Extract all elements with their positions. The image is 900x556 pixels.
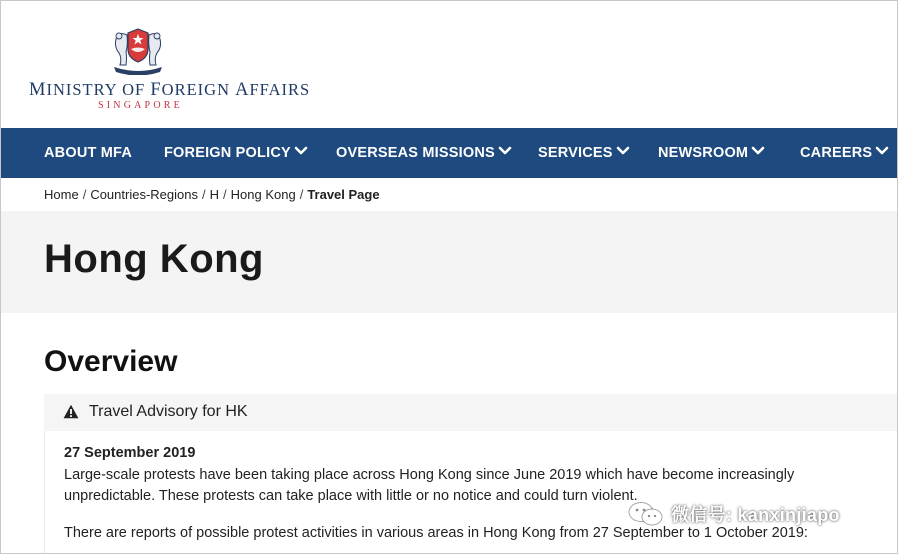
breadcrumb-hong-kong[interactable]: Hong Kong	[230, 187, 296, 202]
advisory-title: Travel Advisory for HK	[89, 403, 248, 420]
nav-services-label: SERVICES	[538, 145, 613, 161]
nav-services[interactable]	[538, 128, 630, 178]
nav-overseas-missions-label: OVERSEAS MISSIONS	[336, 145, 495, 161]
advisory-date: 27 September 2019	[64, 445, 196, 461]
breadcrumb-home[interactable]: Home	[44, 187, 79, 202]
site-header	[1, 1, 898, 128]
nav-about-mfa-label: ABOUT MFA	[44, 145, 132, 161]
nav-foreign-policy[interactable]	[164, 128, 308, 178]
nav-careers-label: CAREERS	[800, 145, 873, 161]
breadcrumb-current: Travel Page	[307, 187, 380, 202]
chevron-down-icon	[294, 146, 308, 156]
nav-foreign-policy-label: FOREIGN POLICY	[164, 145, 291, 161]
org-country: SINGAPORE	[98, 100, 183, 111]
breadcrumb-separator: /	[82, 187, 87, 202]
breadcrumb-separator: /	[201, 187, 206, 202]
nav-newsroom[interactable]	[658, 128, 765, 178]
section-title-overview: Overview	[44, 345, 178, 378]
chevron-down-icon	[751, 146, 765, 156]
chevron-down-icon	[875, 146, 889, 156]
advisory-paragraph-1: Large-scale protests have been taking place across Hong Kong since June 2019 which have become increasingly unpredictable. These protests can take place with little or no notice and could turn violent.	[64, 467, 795, 504]
nav-overseas-missions[interactable]	[336, 128, 512, 178]
page-title: Hong Kong	[44, 237, 264, 281]
breadcrumb-h[interactable]: H	[209, 187, 219, 202]
advisory-accordion-header[interactable]	[44, 394, 898, 431]
breadcrumb-separator: /	[299, 187, 304, 202]
breadcrumb-separator: /	[223, 187, 227, 202]
nav-about-mfa[interactable]	[44, 128, 132, 178]
advisory-paragraph-2: There are reports of possible protest activities in various areas in Hong Kong from 27 September to 1 October 2019:	[64, 525, 808, 541]
main-nav	[1, 128, 898, 178]
watermark-text: 微信号: kanxinjiapo	[671, 505, 840, 525]
breadcrumb-countries-regions[interactable]: Countries-Regions	[90, 187, 198, 202]
warning-icon	[63, 404, 79, 419]
nav-newsroom-label: NEWSROOM	[658, 145, 749, 161]
wechat-watermark	[627, 501, 840, 531]
state-crest-logo[interactable]	[107, 25, 169, 75]
chevron-down-icon	[616, 146, 630, 156]
org-name[interactable]: MINISTRY OF FOREIGN AFFAIRS	[29, 80, 311, 100]
chevron-down-icon	[498, 146, 512, 156]
breadcrumb	[44, 187, 380, 202]
advisory-content	[44, 431, 890, 554]
wechat-icon	[627, 501, 665, 527]
nav-careers[interactable]	[800, 128, 889, 178]
